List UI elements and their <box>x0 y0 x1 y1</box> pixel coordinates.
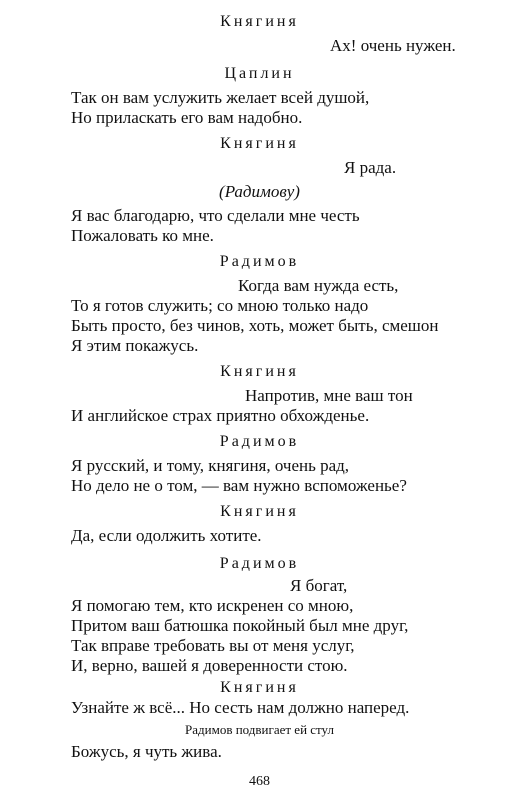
speaker-name: Цаплин <box>224 65 295 82</box>
verse-line: Узнайте ж всё... Но сесть нам должно наперед. <box>71 698 410 717</box>
speaker-name: Княгиня <box>220 13 299 30</box>
speaker-name: Радимов <box>219 433 300 450</box>
speaker-name: Радимов <box>219 555 300 572</box>
page-number: 468 <box>249 774 270 789</box>
verse-line: Быть просто, без чинов, хоть, может быть, смешон <box>71 316 439 335</box>
stage-direction: Радимов подвигает ей стул <box>185 722 334 737</box>
speaker-name: Княгиня <box>220 679 299 696</box>
verse-line: Но приласкать его вам надобно. <box>71 108 303 127</box>
verse-line: Я этим покажусь. <box>71 336 199 355</box>
speaker-name: Княгиня <box>220 503 299 520</box>
verse-line: Но дело не о том, — вам нужно вспоможенье? <box>71 476 407 495</box>
verse-line: Когда вам нужда есть, <box>238 276 399 295</box>
verse-line: Я богат, <box>290 576 348 595</box>
verse-line: Я помогаю тем, кто искренен со мною, <box>71 596 354 615</box>
verse-line: Притом ваш батюшка покойный был мне друг, <box>71 616 409 635</box>
verse-line: Божусь, я чуть жива. <box>71 742 222 761</box>
verse-line: Да, если одолжить хотите. <box>71 526 262 545</box>
verse-line: То я готов служить; со мною только надо <box>71 296 369 315</box>
speaker-name: Княгиня <box>220 135 299 152</box>
stage-direction: (Радимову) <box>219 182 300 201</box>
verse-line: Пожаловать ко мне. <box>71 226 214 245</box>
verse-line: И, верно, вашей я доверенности стою. <box>71 656 348 675</box>
speaker-name: Княгиня <box>220 363 299 380</box>
verse-line: Я вас благодарю, что сделали мне честь <box>71 206 360 225</box>
speaker-name: Радимов <box>219 253 300 270</box>
verse-line: Так он вам услужить желает всей душой, <box>71 88 370 107</box>
verse-line: И английское страх приятно обхожденье. <box>71 406 370 425</box>
verse-line: Я рада. <box>344 158 397 177</box>
verse-line: Так вправе требовать вы от меня услуг, <box>71 636 355 655</box>
verse-line: Я русский, и тому, княгиня, очень рад, <box>71 456 350 475</box>
verse-line: Напротив, мне ваш тон <box>245 386 413 405</box>
verse-line: Ах! очень нужен. <box>330 36 456 55</box>
